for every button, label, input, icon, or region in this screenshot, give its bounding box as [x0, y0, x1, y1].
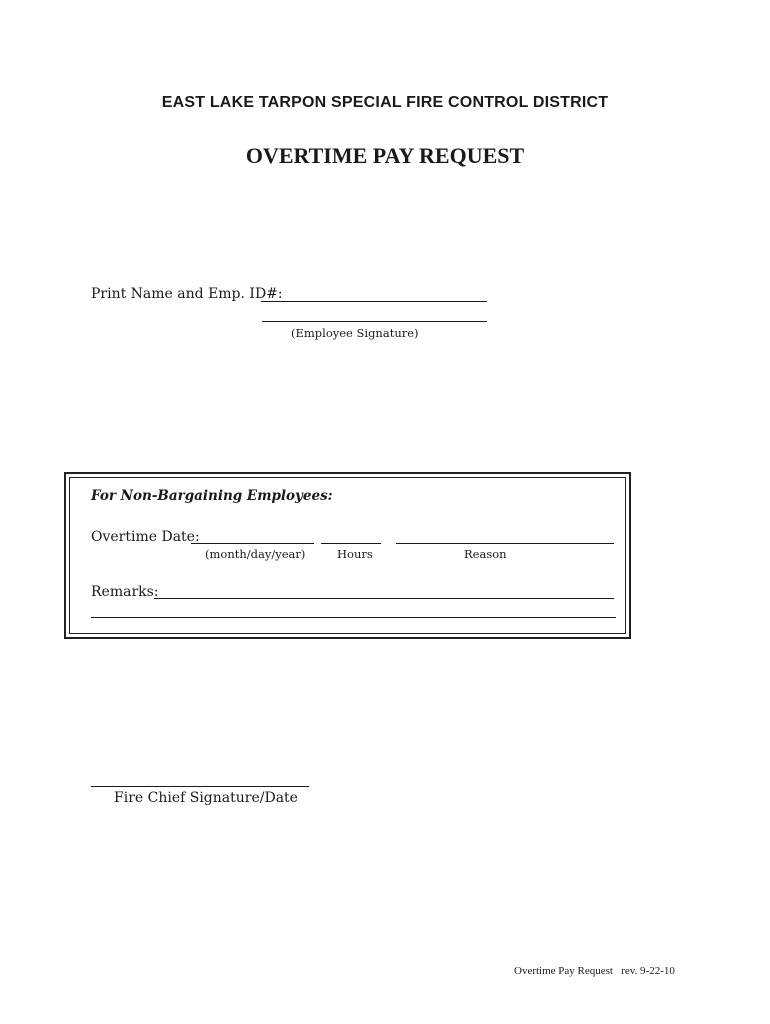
form-title: OVERTIME PAY REQUEST [245, 143, 525, 168]
name-id-label: Print Name and Emp. ID#: [91, 286, 283, 302]
non-bargaining-heading: For Non-Bargaining Employees: [91, 488, 333, 504]
fire-chief-signature-caption: Fire Chief Signature/Date [114, 790, 298, 806]
employee-signature-field[interactable] [262, 321, 487, 322]
reason-caption: Reason [464, 547, 507, 561]
name-id-field[interactable] [261, 301, 487, 302]
remarks-field-line-2[interactable] [91, 617, 616, 618]
employee-signature-caption: (Employee Signature) [291, 326, 419, 340]
revision-footer: Overtime Pay Request rev. 9-22-10 [514, 965, 675, 977]
fire-chief-signature-field[interactable] [91, 786, 309, 787]
remarks-field-line-1[interactable] [154, 598, 614, 599]
remarks-label: Remarks: [91, 584, 159, 600]
hours-field[interactable] [321, 543, 381, 544]
date-caption: (month/day/year) [205, 547, 306, 561]
overtime-date-field[interactable] [191, 543, 314, 544]
organization-name: EAST LAKE TARPON SPECIAL FIRE CONTROL DISTRICT [161, 94, 609, 111]
overtime-date-label: Overtime Date: [91, 529, 200, 545]
hours-caption: Hours [337, 547, 373, 561]
reason-field[interactable] [396, 543, 614, 544]
